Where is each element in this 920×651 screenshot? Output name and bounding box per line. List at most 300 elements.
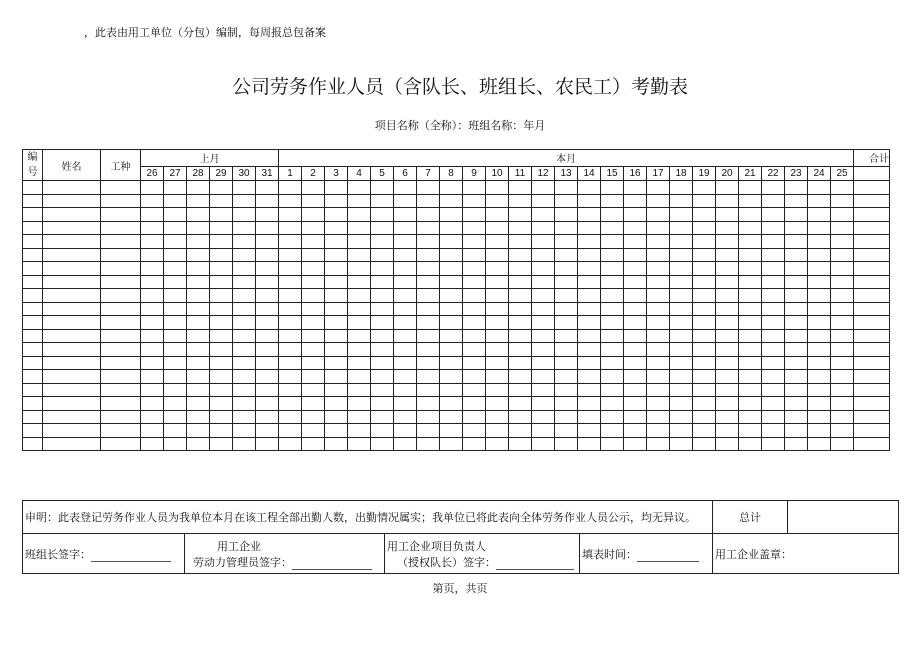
attendance-cell[interactable]	[279, 437, 302, 451]
attendance-cell[interactable]	[279, 194, 302, 208]
attendance-cell[interactable]	[808, 329, 831, 343]
attendance-cell[interactable]	[141, 316, 164, 330]
attendance-cell[interactable]	[647, 410, 670, 424]
attendance-cell[interactable]	[279, 329, 302, 343]
attendance-cell[interactable]	[394, 262, 417, 276]
attendance-cell[interactable]	[325, 248, 348, 262]
attendance-cell[interactable]	[371, 316, 394, 330]
attendance-cell[interactable]	[785, 424, 808, 438]
attendance-cell[interactable]	[785, 370, 808, 384]
attendance-cell[interactable]	[601, 343, 624, 357]
attendance-cell[interactable]	[233, 248, 256, 262]
attendance-cell[interactable]	[187, 302, 210, 316]
attendance-cell[interactable]	[670, 302, 693, 316]
attendance-cell[interactable]	[371, 248, 394, 262]
attendance-cell[interactable]	[279, 275, 302, 289]
attendance-cell[interactable]	[716, 235, 739, 249]
attendance-cell[interactable]	[141, 302, 164, 316]
attendance-cell[interactable]	[279, 424, 302, 438]
attendance-cell[interactable]	[256, 221, 279, 235]
attendance-cell[interactable]	[624, 248, 647, 262]
attendance-cell[interactable]	[348, 248, 371, 262]
attendance-cell[interactable]	[486, 370, 509, 384]
attendance-cell[interactable]	[417, 410, 440, 424]
attendance-cell[interactable]	[670, 383, 693, 397]
attendance-cell[interactable]	[325, 383, 348, 397]
attendance-cell[interactable]	[23, 181, 43, 195]
attendance-cell[interactable]	[141, 383, 164, 397]
attendance-cell[interactable]	[348, 275, 371, 289]
attendance-cell[interactable]	[854, 383, 890, 397]
attendance-cell[interactable]	[509, 181, 532, 195]
attendance-cell[interactable]	[101, 343, 141, 357]
attendance-cell[interactable]	[371, 221, 394, 235]
attendance-cell[interactable]	[325, 194, 348, 208]
attendance-cell[interactable]	[555, 181, 578, 195]
attendance-cell[interactable]	[716, 356, 739, 370]
attendance-cell[interactable]	[463, 424, 486, 438]
attendance-cell[interactable]	[101, 289, 141, 303]
attendance-cell[interactable]	[233, 424, 256, 438]
attendance-cell[interactable]	[371, 356, 394, 370]
attendance-cell[interactable]	[785, 302, 808, 316]
attendance-cell[interactable]	[693, 356, 716, 370]
attendance-cell[interactable]	[256, 370, 279, 384]
attendance-cell[interactable]	[716, 289, 739, 303]
attendance-cell[interactable]	[785, 410, 808, 424]
attendance-cell[interactable]	[440, 275, 463, 289]
attendance-cell[interactable]	[670, 289, 693, 303]
attendance-cell[interactable]	[233, 181, 256, 195]
attendance-cell[interactable]	[371, 424, 394, 438]
attendance-cell[interactable]	[624, 424, 647, 438]
attendance-cell[interactable]	[23, 343, 43, 357]
attendance-cell[interactable]	[509, 397, 532, 411]
attendance-cell[interactable]	[555, 235, 578, 249]
attendance-cell[interactable]	[509, 424, 532, 438]
attendance-cell[interactable]	[371, 437, 394, 451]
attendance-cell[interactable]	[101, 248, 141, 262]
attendance-cell[interactable]	[348, 289, 371, 303]
attendance-cell[interactable]	[739, 289, 762, 303]
attendance-cell[interactable]	[808, 302, 831, 316]
attendance-cell[interactable]	[302, 356, 325, 370]
attendance-cell[interactable]	[210, 383, 233, 397]
attendance-cell[interactable]	[371, 397, 394, 411]
attendance-cell[interactable]	[440, 316, 463, 330]
attendance-cell[interactable]	[101, 235, 141, 249]
attendance-cell[interactable]	[762, 194, 785, 208]
attendance-cell[interactable]	[716, 181, 739, 195]
attendance-cell[interactable]	[463, 343, 486, 357]
attendance-cell[interactable]	[23, 410, 43, 424]
attendance-cell[interactable]	[256, 410, 279, 424]
attendance-cell[interactable]	[23, 383, 43, 397]
attendance-cell[interactable]	[762, 275, 785, 289]
attendance-cell[interactable]	[854, 370, 890, 384]
attendance-cell[interactable]	[555, 370, 578, 384]
team-leader-sign-line[interactable]	[91, 549, 171, 562]
attendance-cell[interactable]	[463, 397, 486, 411]
attendance-cell[interactable]	[394, 302, 417, 316]
attendance-cell[interactable]	[601, 370, 624, 384]
attendance-cell[interactable]	[578, 208, 601, 222]
attendance-cell[interactable]	[555, 383, 578, 397]
attendance-cell[interactable]	[394, 329, 417, 343]
attendance-cell[interactable]	[440, 194, 463, 208]
attendance-cell[interactable]	[647, 343, 670, 357]
attendance-cell[interactable]	[233, 275, 256, 289]
attendance-cell[interactable]	[279, 181, 302, 195]
attendance-cell[interactable]	[394, 424, 417, 438]
attendance-cell[interactable]	[302, 370, 325, 384]
attendance-cell[interactable]	[348, 181, 371, 195]
attendance-cell[interactable]	[463, 208, 486, 222]
attendance-cell[interactable]	[141, 289, 164, 303]
attendance-cell[interactable]	[486, 356, 509, 370]
attendance-cell[interactable]	[601, 262, 624, 276]
attendance-cell[interactable]	[486, 329, 509, 343]
attendance-cell[interactable]	[808, 181, 831, 195]
attendance-cell[interactable]	[348, 262, 371, 276]
attendance-cell[interactable]	[164, 410, 187, 424]
attendance-cell[interactable]	[509, 289, 532, 303]
attendance-cell[interactable]	[141, 437, 164, 451]
attendance-cell[interactable]	[716, 262, 739, 276]
attendance-cell[interactable]	[164, 437, 187, 451]
attendance-cell[interactable]	[302, 410, 325, 424]
attendance-cell[interactable]	[854, 397, 890, 411]
attendance-cell[interactable]	[440, 410, 463, 424]
attendance-cell[interactable]	[394, 316, 417, 330]
attendance-cell[interactable]	[532, 410, 555, 424]
attendance-cell[interactable]	[440, 437, 463, 451]
attendance-cell[interactable]	[808, 248, 831, 262]
attendance-cell[interactable]	[210, 194, 233, 208]
attendance-cell[interactable]	[509, 248, 532, 262]
attendance-cell[interactable]	[164, 316, 187, 330]
attendance-cell[interactable]	[831, 181, 854, 195]
attendance-cell[interactable]	[785, 356, 808, 370]
attendance-cell[interactable]	[164, 370, 187, 384]
attendance-cell[interactable]	[440, 235, 463, 249]
attendance-cell[interactable]	[325, 289, 348, 303]
attendance-cell[interactable]	[854, 208, 890, 222]
attendance-cell[interactable]	[716, 248, 739, 262]
attendance-cell[interactable]	[647, 329, 670, 343]
attendance-cell[interactable]	[417, 370, 440, 384]
attendance-cell[interactable]	[371, 410, 394, 424]
attendance-cell[interactable]	[739, 221, 762, 235]
attendance-cell[interactable]	[785, 235, 808, 249]
attendance-cell[interactable]	[210, 248, 233, 262]
attendance-cell[interactable]	[486, 343, 509, 357]
attendance-cell[interactable]	[302, 343, 325, 357]
attendance-cell[interactable]	[279, 289, 302, 303]
attendance-cell[interactable]	[43, 181, 101, 195]
attendance-cell[interactable]	[325, 343, 348, 357]
attendance-cell[interactable]	[210, 316, 233, 330]
attendance-cell[interactable]	[555, 262, 578, 276]
attendance-cell[interactable]	[256, 437, 279, 451]
attendance-cell[interactable]	[831, 397, 854, 411]
attendance-cell[interactable]	[486, 397, 509, 411]
attendance-cell[interactable]	[164, 424, 187, 438]
attendance-cell[interactable]	[670, 316, 693, 330]
attendance-cell[interactable]	[101, 302, 141, 316]
attendance-cell[interactable]	[647, 437, 670, 451]
attendance-cell[interactable]	[670, 248, 693, 262]
attendance-cell[interactable]	[532, 235, 555, 249]
attendance-cell[interactable]	[43, 289, 101, 303]
attendance-cell[interactable]	[417, 194, 440, 208]
attendance-cell[interactable]	[647, 248, 670, 262]
attendance-cell[interactable]	[233, 397, 256, 411]
attendance-cell[interactable]	[624, 370, 647, 384]
attendance-cell[interactable]	[417, 302, 440, 316]
attendance-cell[interactable]	[624, 329, 647, 343]
attendance-cell[interactable]	[256, 208, 279, 222]
attendance-cell[interactable]	[279, 248, 302, 262]
attendance-cell[interactable]	[854, 424, 890, 438]
attendance-cell[interactable]	[670, 181, 693, 195]
attendance-cell[interactable]	[417, 316, 440, 330]
attendance-cell[interactable]	[739, 208, 762, 222]
attendance-cell[interactable]	[716, 424, 739, 438]
attendance-cell[interactable]	[348, 370, 371, 384]
attendance-cell[interactable]	[647, 275, 670, 289]
attendance-cell[interactable]	[348, 383, 371, 397]
attendance-cell[interactable]	[325, 329, 348, 343]
attendance-cell[interactable]	[647, 356, 670, 370]
attendance-cell[interactable]	[463, 248, 486, 262]
attendance-cell[interactable]	[417, 221, 440, 235]
attendance-cell[interactable]	[831, 194, 854, 208]
attendance-cell[interactable]	[831, 248, 854, 262]
attendance-cell[interactable]	[532, 383, 555, 397]
attendance-cell[interactable]	[555, 221, 578, 235]
attendance-cell[interactable]	[693, 208, 716, 222]
attendance-cell[interactable]	[101, 370, 141, 384]
attendance-cell[interactable]	[256, 316, 279, 330]
attendance-cell[interactable]	[624, 397, 647, 411]
attendance-cell[interactable]	[854, 194, 890, 208]
attendance-cell[interactable]	[808, 289, 831, 303]
attendance-cell[interactable]	[279, 208, 302, 222]
attendance-cell[interactable]	[739, 370, 762, 384]
attendance-cell[interactable]	[348, 437, 371, 451]
attendance-cell[interactable]	[101, 316, 141, 330]
attendance-cell[interactable]	[325, 275, 348, 289]
attendance-cell[interactable]	[647, 316, 670, 330]
attendance-cell[interactable]	[601, 424, 624, 438]
attendance-cell[interactable]	[440, 248, 463, 262]
attendance-cell[interactable]	[716, 383, 739, 397]
attendance-cell[interactable]	[532, 397, 555, 411]
attendance-cell[interactable]	[670, 208, 693, 222]
attendance-cell[interactable]	[693, 343, 716, 357]
attendance-cell[interactable]	[302, 383, 325, 397]
attendance-cell[interactable]	[256, 194, 279, 208]
attendance-cell[interactable]	[555, 356, 578, 370]
attendance-cell[interactable]	[348, 316, 371, 330]
attendance-cell[interactable]	[670, 275, 693, 289]
attendance-cell[interactable]	[417, 289, 440, 303]
attendance-cell[interactable]	[302, 275, 325, 289]
attendance-cell[interactable]	[23, 248, 43, 262]
attendance-cell[interactable]	[164, 221, 187, 235]
attendance-cell[interactable]	[348, 221, 371, 235]
attendance-cell[interactable]	[325, 370, 348, 384]
attendance-cell[interactable]	[601, 248, 624, 262]
attendance-cell[interactable]	[647, 370, 670, 384]
attendance-cell[interactable]	[187, 262, 210, 276]
attendance-cell[interactable]	[141, 356, 164, 370]
attendance-cell[interactable]	[210, 221, 233, 235]
attendance-cell[interactable]	[463, 221, 486, 235]
attendance-cell[interactable]	[854, 248, 890, 262]
attendance-cell[interactable]	[256, 262, 279, 276]
attendance-cell[interactable]	[394, 437, 417, 451]
attendance-cell[interactable]	[693, 424, 716, 438]
attendance-cell[interactable]	[693, 262, 716, 276]
attendance-cell[interactable]	[101, 383, 141, 397]
attendance-cell[interactable]	[762, 410, 785, 424]
attendance-cell[interactable]	[440, 370, 463, 384]
attendance-cell[interactable]	[486, 383, 509, 397]
attendance-cell[interactable]	[808, 437, 831, 451]
attendance-cell[interactable]	[43, 235, 101, 249]
attendance-cell[interactable]	[831, 343, 854, 357]
attendance-cell[interactable]	[43, 424, 101, 438]
attendance-cell[interactable]	[348, 208, 371, 222]
attendance-cell[interactable]	[233, 235, 256, 249]
attendance-cell[interactable]	[555, 424, 578, 438]
attendance-cell[interactable]	[187, 437, 210, 451]
attendance-cell[interactable]	[693, 370, 716, 384]
attendance-cell[interactable]	[555, 397, 578, 411]
attendance-cell[interactable]	[532, 343, 555, 357]
attendance-cell[interactable]	[23, 221, 43, 235]
attendance-cell[interactable]	[164, 302, 187, 316]
attendance-cell[interactable]	[233, 262, 256, 276]
attendance-cell[interactable]	[348, 302, 371, 316]
attendance-cell[interactable]	[762, 437, 785, 451]
attendance-cell[interactable]	[417, 343, 440, 357]
attendance-cell[interactable]	[532, 302, 555, 316]
attendance-cell[interactable]	[808, 235, 831, 249]
attendance-cell[interactable]	[43, 343, 101, 357]
attendance-cell[interactable]	[417, 424, 440, 438]
attendance-cell[interactable]	[808, 410, 831, 424]
attendance-cell[interactable]	[302, 316, 325, 330]
attendance-cell[interactable]	[762, 181, 785, 195]
attendance-cell[interactable]	[670, 262, 693, 276]
attendance-cell[interactable]	[417, 397, 440, 411]
attendance-cell[interactable]	[164, 356, 187, 370]
attendance-cell[interactable]	[831, 235, 854, 249]
attendance-cell[interactable]	[101, 208, 141, 222]
attendance-cell[interactable]	[693, 221, 716, 235]
attendance-cell[interactable]	[440, 181, 463, 195]
attendance-cell[interactable]	[394, 410, 417, 424]
attendance-cell[interactable]	[601, 316, 624, 330]
attendance-cell[interactable]	[693, 275, 716, 289]
attendance-cell[interactable]	[348, 329, 371, 343]
labor-manager-sign-line[interactable]	[292, 557, 372, 570]
attendance-cell[interactable]	[210, 181, 233, 195]
attendance-cell[interactable]	[187, 410, 210, 424]
attendance-cell[interactable]	[578, 370, 601, 384]
attendance-cell[interactable]	[647, 181, 670, 195]
attendance-cell[interactable]	[739, 181, 762, 195]
attendance-cell[interactable]	[440, 383, 463, 397]
attendance-cell[interactable]	[624, 302, 647, 316]
attendance-cell[interactable]	[808, 383, 831, 397]
attendance-cell[interactable]	[440, 397, 463, 411]
attendance-cell[interactable]	[101, 424, 141, 438]
attendance-cell[interactable]	[302, 208, 325, 222]
attendance-cell[interactable]	[371, 275, 394, 289]
attendance-cell[interactable]	[233, 383, 256, 397]
attendance-cell[interactable]	[624, 343, 647, 357]
attendance-cell[interactable]	[509, 329, 532, 343]
attendance-cell[interactable]	[509, 208, 532, 222]
attendance-cell[interactable]	[371, 329, 394, 343]
attendance-cell[interactable]	[302, 329, 325, 343]
attendance-cell[interactable]	[187, 289, 210, 303]
attendance-cell[interactable]	[43, 262, 101, 276]
attendance-cell[interactable]	[647, 208, 670, 222]
attendance-cell[interactable]	[624, 410, 647, 424]
attendance-cell[interactable]	[578, 397, 601, 411]
attendance-cell[interactable]	[210, 275, 233, 289]
attendance-cell[interactable]	[417, 356, 440, 370]
attendance-cell[interactable]	[578, 248, 601, 262]
attendance-cell[interactable]	[43, 208, 101, 222]
attendance-cell[interactable]	[509, 194, 532, 208]
attendance-cell[interactable]	[601, 356, 624, 370]
attendance-cell[interactable]	[101, 329, 141, 343]
attendance-cell[interactable]	[739, 383, 762, 397]
attendance-cell[interactable]	[486, 289, 509, 303]
attendance-cell[interactable]	[831, 289, 854, 303]
attendance-cell[interactable]	[601, 235, 624, 249]
attendance-cell[interactable]	[417, 248, 440, 262]
attendance-cell[interactable]	[670, 235, 693, 249]
attendance-cell[interactable]	[394, 248, 417, 262]
attendance-cell[interactable]	[785, 329, 808, 343]
attendance-cell[interactable]	[187, 329, 210, 343]
attendance-cell[interactable]	[463, 383, 486, 397]
attendance-cell[interactable]	[23, 302, 43, 316]
attendance-cell[interactable]	[532, 356, 555, 370]
attendance-cell[interactable]	[739, 410, 762, 424]
attendance-cell[interactable]	[831, 275, 854, 289]
attendance-cell[interactable]	[279, 235, 302, 249]
attendance-cell[interactable]	[762, 370, 785, 384]
attendance-cell[interactable]	[647, 397, 670, 411]
attendance-cell[interactable]	[463, 289, 486, 303]
attendance-cell[interactable]	[624, 316, 647, 330]
attendance-cell[interactable]	[555, 410, 578, 424]
attendance-cell[interactable]	[532, 437, 555, 451]
attendance-cell[interactable]	[532, 208, 555, 222]
attendance-cell[interactable]	[256, 343, 279, 357]
attendance-cell[interactable]	[739, 343, 762, 357]
attendance-cell[interactable]	[854, 302, 890, 316]
attendance-cell[interactable]	[762, 356, 785, 370]
